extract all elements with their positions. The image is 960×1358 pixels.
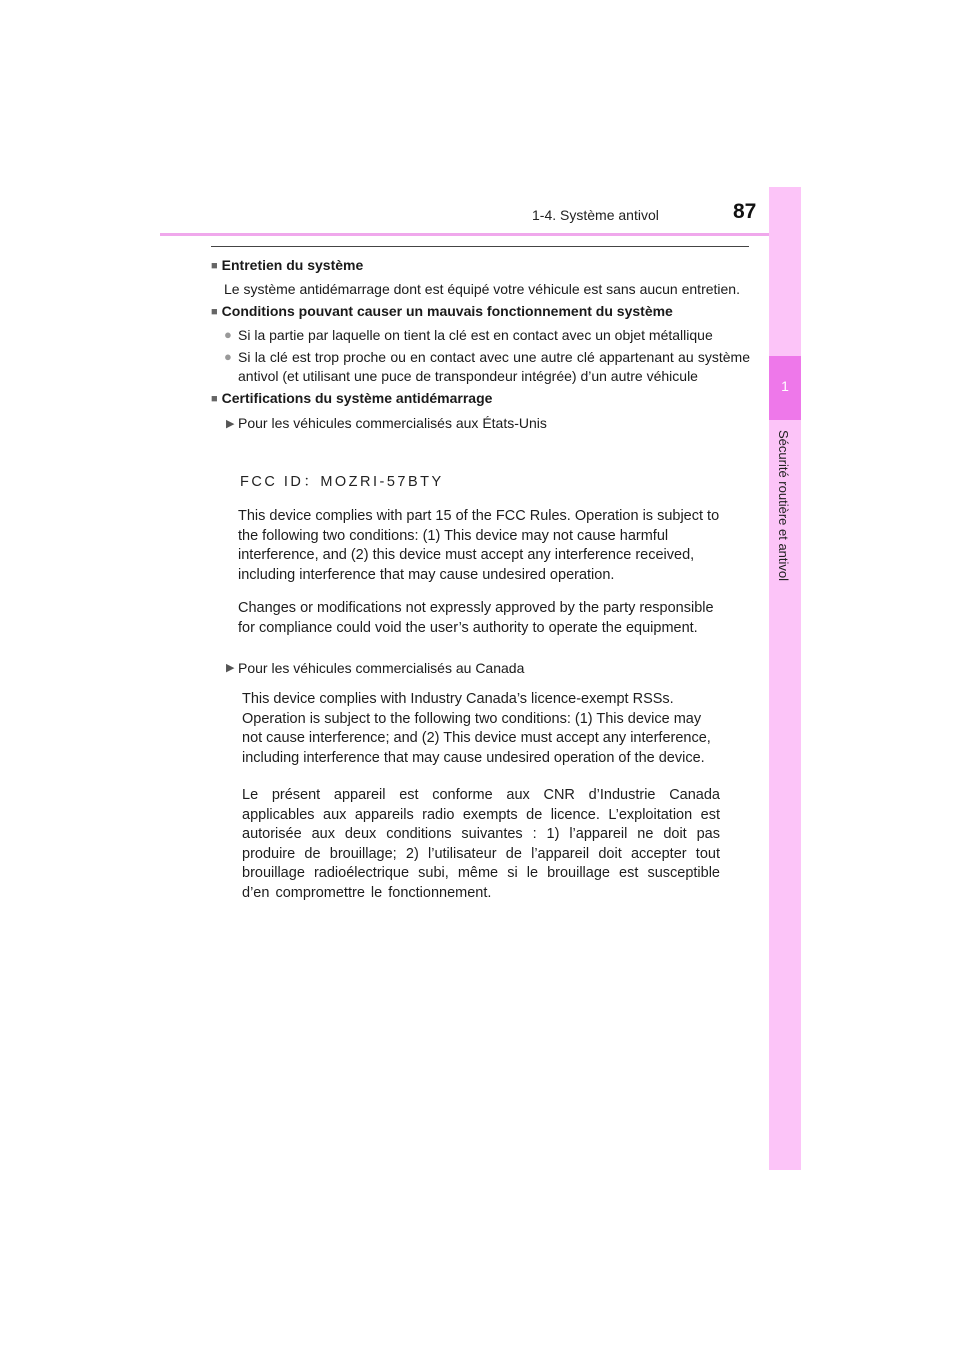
chapter-label: Sécurité routière et antivol xyxy=(776,430,791,582)
fcc-id: FCC ID：MOZRI-57BTY xyxy=(240,474,444,490)
chapter-number: 1 xyxy=(781,378,789,394)
ic-statement-english: This device complies with Industry Canada’s licence-exempt RSSs. Operation is subject to the following two conditions: (1) This device may not cause interference; and (2) This device must accept any interference, including interference that may cause undesired operation of the device. xyxy=(242,691,711,766)
list-item: ● Si la partie par laquelle on tient la clé est en contact avec un objet métallique xyxy=(224,326,713,343)
circle-bullet-icon: ● xyxy=(224,326,232,342)
heading-maintenance: ■ Entretien du système xyxy=(211,257,364,273)
heading-conditions: ■ Conditions pouvant causer un mauvais fonctionnement du système xyxy=(211,303,673,319)
fcc-certification-block xyxy=(238,470,723,652)
usa-subheading: ▶ Pour les véhicules commercialisés aux États-Unis xyxy=(226,414,750,433)
triangle-arrow-icon: ▶ xyxy=(226,662,235,674)
content-divider xyxy=(211,246,749,247)
maintenance-text: Le système antidémarrage dont est équipé votre véhicule est sans aucun entretien. xyxy=(224,280,740,297)
header-divider xyxy=(160,233,800,236)
page-number: 87 xyxy=(733,200,757,223)
square-bullet-icon: ■ xyxy=(211,260,218,272)
industry-canada-block xyxy=(242,690,720,921)
canada-subheading: ▶ Pour les véhicules commercialisés au Canada xyxy=(226,660,525,676)
square-bullet-icon: ■ xyxy=(211,306,218,318)
fcc-modification-notice: Changes or modifications not expressly approved by the party responsible for compliance could void the user’s authority to operate the equipment. xyxy=(238,600,714,636)
square-bullet-icon: ■ xyxy=(211,393,218,405)
main-content xyxy=(211,256,750,438)
section-header: 1-4. Système antivol xyxy=(532,207,659,223)
chapter-side-tab xyxy=(769,187,801,1170)
heading-certifications: ■ Certifications du système antidémarrage xyxy=(211,390,493,406)
list-item: ● Si la clé est trop proche ou en contact avec une autre clé appartenant au système antivol (et utilisant une puce de transpondeur intégrée) d’un autre véhicule xyxy=(224,349,750,384)
ic-statement-french: Le présent appareil est conforme aux CNR d’Industrie Canada applicables aux appareils radio exempts de licence. L’exploitation est autorisée aux deux conditions suivantes : 1) l’appareil ne doit pas produire de brouillage; 2) l’utilisateur de l’appareil doit accepter tout brouillage radioélectrique subi, même si le brouillage est susceptible d’en compromettre le fonctionnement. xyxy=(242,787,720,901)
triangle-arrow-icon: ▶ xyxy=(226,417,235,430)
fcc-statement: This device complies with part 15 of the FCC Rules. Operation is subject to the following two conditions: (1) This device may not cause harmful interference, and (2) this device must accept any interference received, including interference that may cause undesired operation. xyxy=(238,508,720,583)
circle-bullet-icon: ● xyxy=(224,349,232,364)
